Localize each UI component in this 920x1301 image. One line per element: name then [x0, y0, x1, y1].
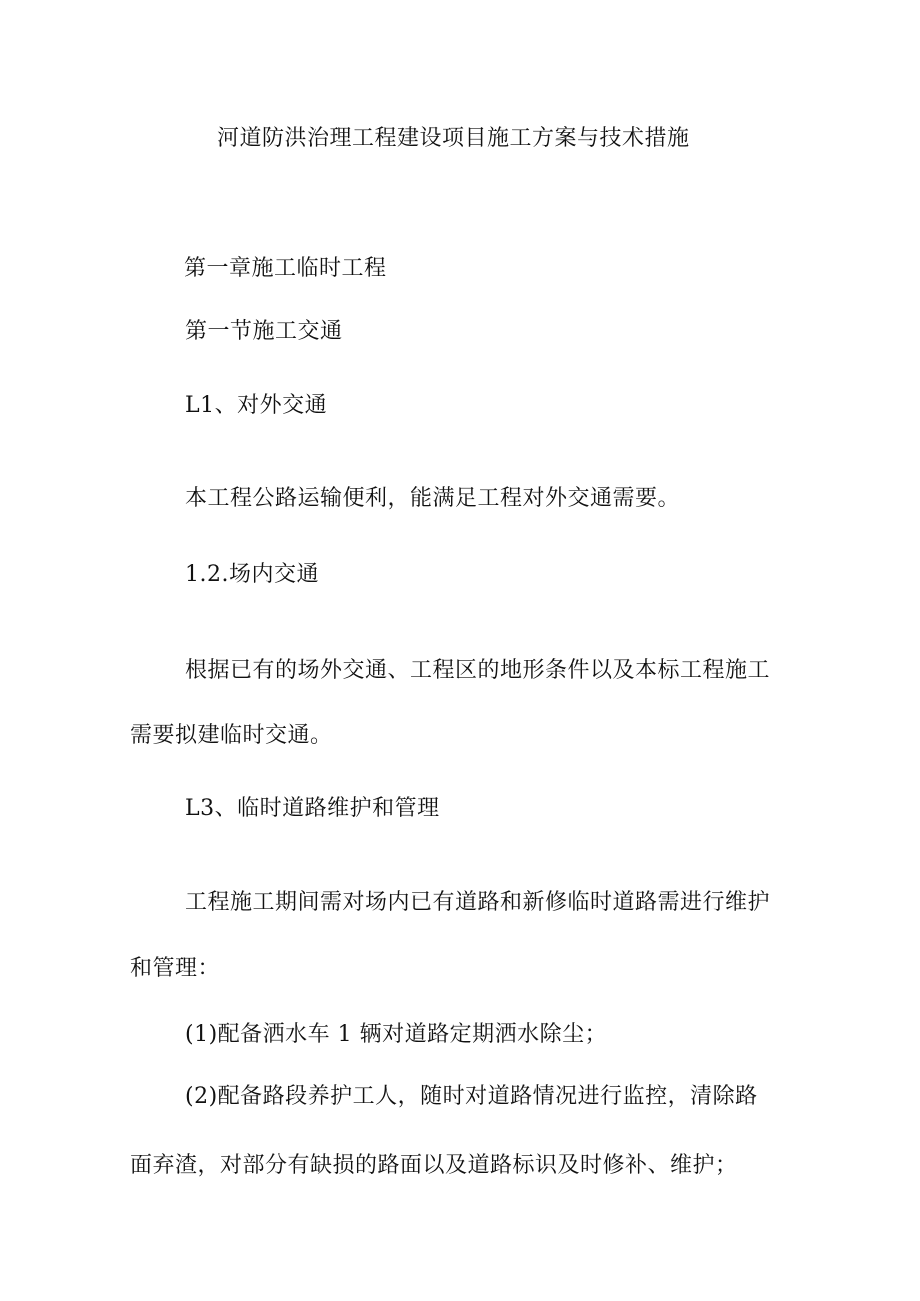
paragraph-3-line-2: 和管理：: [130, 956, 221, 981]
subsection-heading-1: L1、对外交通: [185, 393, 328, 418]
subsection-heading-3: L3、临时道路维护和管理: [185, 796, 440, 821]
section-heading: 第一节施工交通: [185, 319, 343, 344]
paragraph-2-line-2: 需要拟建临时交通。: [130, 723, 333, 748]
chapter-heading: 第一章施工临时工程: [184, 256, 387, 281]
list-item-2-line-2: 面弃渣，对部分有缺损的路面以及道路标识及时修补、维护；: [130, 1153, 738, 1178]
paragraph-1: 本工程公路运输便利，能满足工程对外交通需要。: [185, 486, 681, 511]
paragraph-2-line-1: 根据已有的场外交通、工程区的地形条件以及本标工程施工: [185, 658, 771, 683]
paragraph-3-line-1: 工程施工期间需对场内已有道路和新修临时道路需进行维护: [185, 890, 771, 915]
subsection-heading-2: 1.2.场内交通: [185, 562, 319, 587]
list-item-1: (1)配备洒水车 1 辆对道路定期洒水除尘；: [185, 1022, 608, 1047]
list-item-2-line-1: (2)配备路段养护工人，随时对道路情况进行监控，清除路: [185, 1084, 758, 1109]
document-title: 河道防洪治理工程建设项目施工方案与技术措施: [217, 126, 690, 151]
